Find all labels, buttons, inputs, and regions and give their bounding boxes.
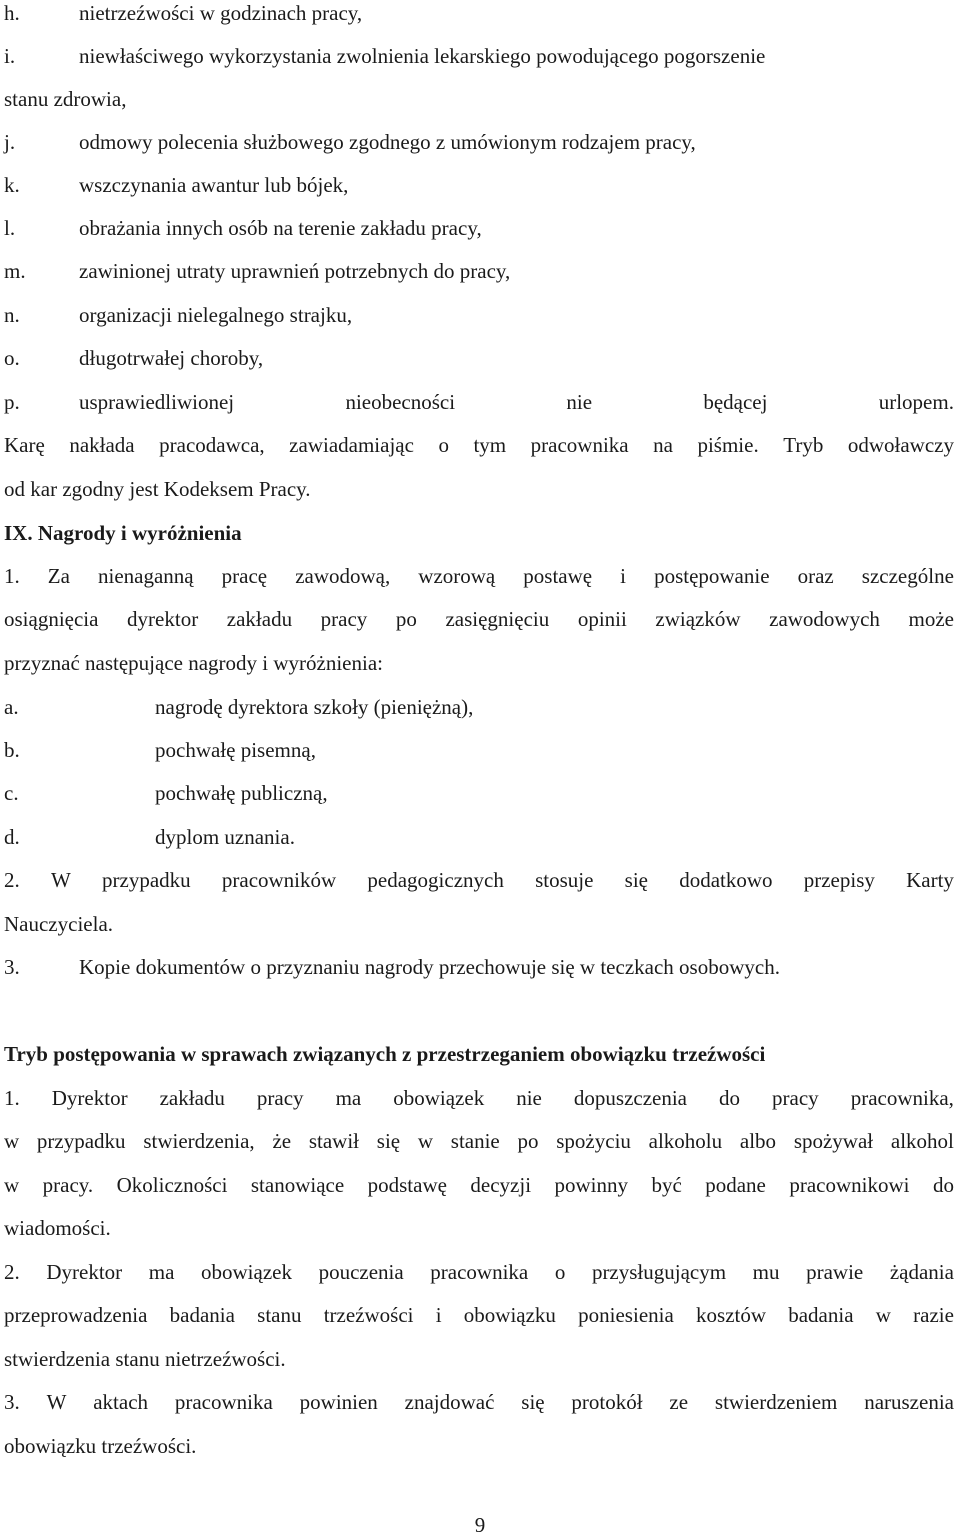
list-text: zawinionej utraty uprawnień potrzebnych do pracy, [79,259,511,283]
list-text: odmowy polecenia służbowego zgodnego z umówionym rodzajem pracy, [79,130,696,154]
list-label: 3. [4,955,20,979]
list-text: stanu zdrowia, [4,87,127,111]
list-text: usprawiedliwionej nieobecności nie będącej urlopem. [79,390,954,414]
paragraph-line: Karę nakłada pracodawca, zawiadamiając o tym pracownika na piśmie. Tryb odwoławczy [4,433,954,457]
list-label: c. [4,781,19,805]
paragraph-line: od kar zgodny jest Kodeksem Pracy. [4,477,311,501]
paragraph-line: w przypadku stwierdzenia, że stawił się w stanie po spożyciu alkoholu albo spożywał alkohol [4,1129,954,1153]
list-label: p. [4,390,20,414]
list-label: k. [4,173,20,197]
page-number: 9 [474,1513,486,1537]
list-text: dyplom uznania. [155,825,295,849]
list-text: wszczynania awantur lub bójek, [79,173,349,197]
paragraph-line: Nauczyciela. [4,912,114,936]
list-text: długotrwałej choroby, [79,346,264,370]
list-text: organizacji nielegalnego strajku, [79,303,353,327]
paragraph-line: stwierdzenia stanu nietrzeźwości. [4,1347,286,1371]
list-label: m. [4,259,26,283]
list-text: nietrzeźwości w godzinach pracy, [79,1,363,25]
list-text: obrażania innych osób na terenie zakładu pracy, [79,216,482,240]
list-label: a. [4,695,19,719]
paragraph-line: 2. W przypadku pracowników pedagogicznych stosuje się dodatkowo przepisy Karty [4,868,954,892]
section-heading: IX. Nagrody i wyróżnienia [4,521,242,545]
list-label: b. [4,738,20,762]
paragraph-line: osiągnięcia dyrektor zakładu pracy po zasięgnięciu opinii związków zawodowych może [4,607,954,631]
paragraph-line: przyznać następujące nagrody i wyróżnienia: [4,651,383,675]
list-text: pochwałę publiczną, [155,781,328,805]
list-text: niewłaściwego wykorzystania zwolnienia lekarskiego powodującego pogorszenie [79,44,766,68]
list-label: d. [4,825,20,849]
paragraph-line: 2. Dyrektor ma obowiązek pouczenia pracownika o przysługującym mu prawie żądania [4,1260,954,1284]
list-label: l. [4,216,16,240]
list-label: i. [4,44,16,68]
paragraph-line: 1. Dyrektor zakładu pracy ma obowiązek nie dopuszczenia do pracy pracownika, [4,1086,954,1110]
paragraph-line: przeprowadzenia badania stanu trzeźwości i obowiązku poniesienia kosztów badania w razie [4,1303,954,1327]
paragraph-line: 1. Za nienaganną pracę zawodową, wzorową postawę i postępowanie oraz szczególne [4,564,954,588]
list-text: Kopie dokumentów o przyznaniu nagrody przechowuje się w teczkach osobowych. [79,955,780,979]
list-label: j. [4,130,16,154]
paragraph-line: wiadomości. [4,1216,111,1240]
list-label: o. [4,346,20,370]
list-label: h. [4,1,20,25]
list-text: nagrodę dyrektora szkoły (pieniężną), [155,695,474,719]
paragraph-line: w pracy. Okoliczności stanowiące podstawę decyzji powinny być podane pracownikowi do [4,1173,954,1197]
section-heading: Tryb postępowania w sprawach związanych z przestrzeganiem obowiązku trzeźwości [4,1042,766,1066]
list-text: pochwałę pisemną, [155,738,316,762]
paragraph-line: 3. W aktach pracownika powinien znajdować się protokół ze stwierdzeniem naruszenia [4,1390,954,1414]
list-label: n. [4,303,20,327]
paragraph-line: obowiązku trzeźwości. [4,1434,197,1458]
